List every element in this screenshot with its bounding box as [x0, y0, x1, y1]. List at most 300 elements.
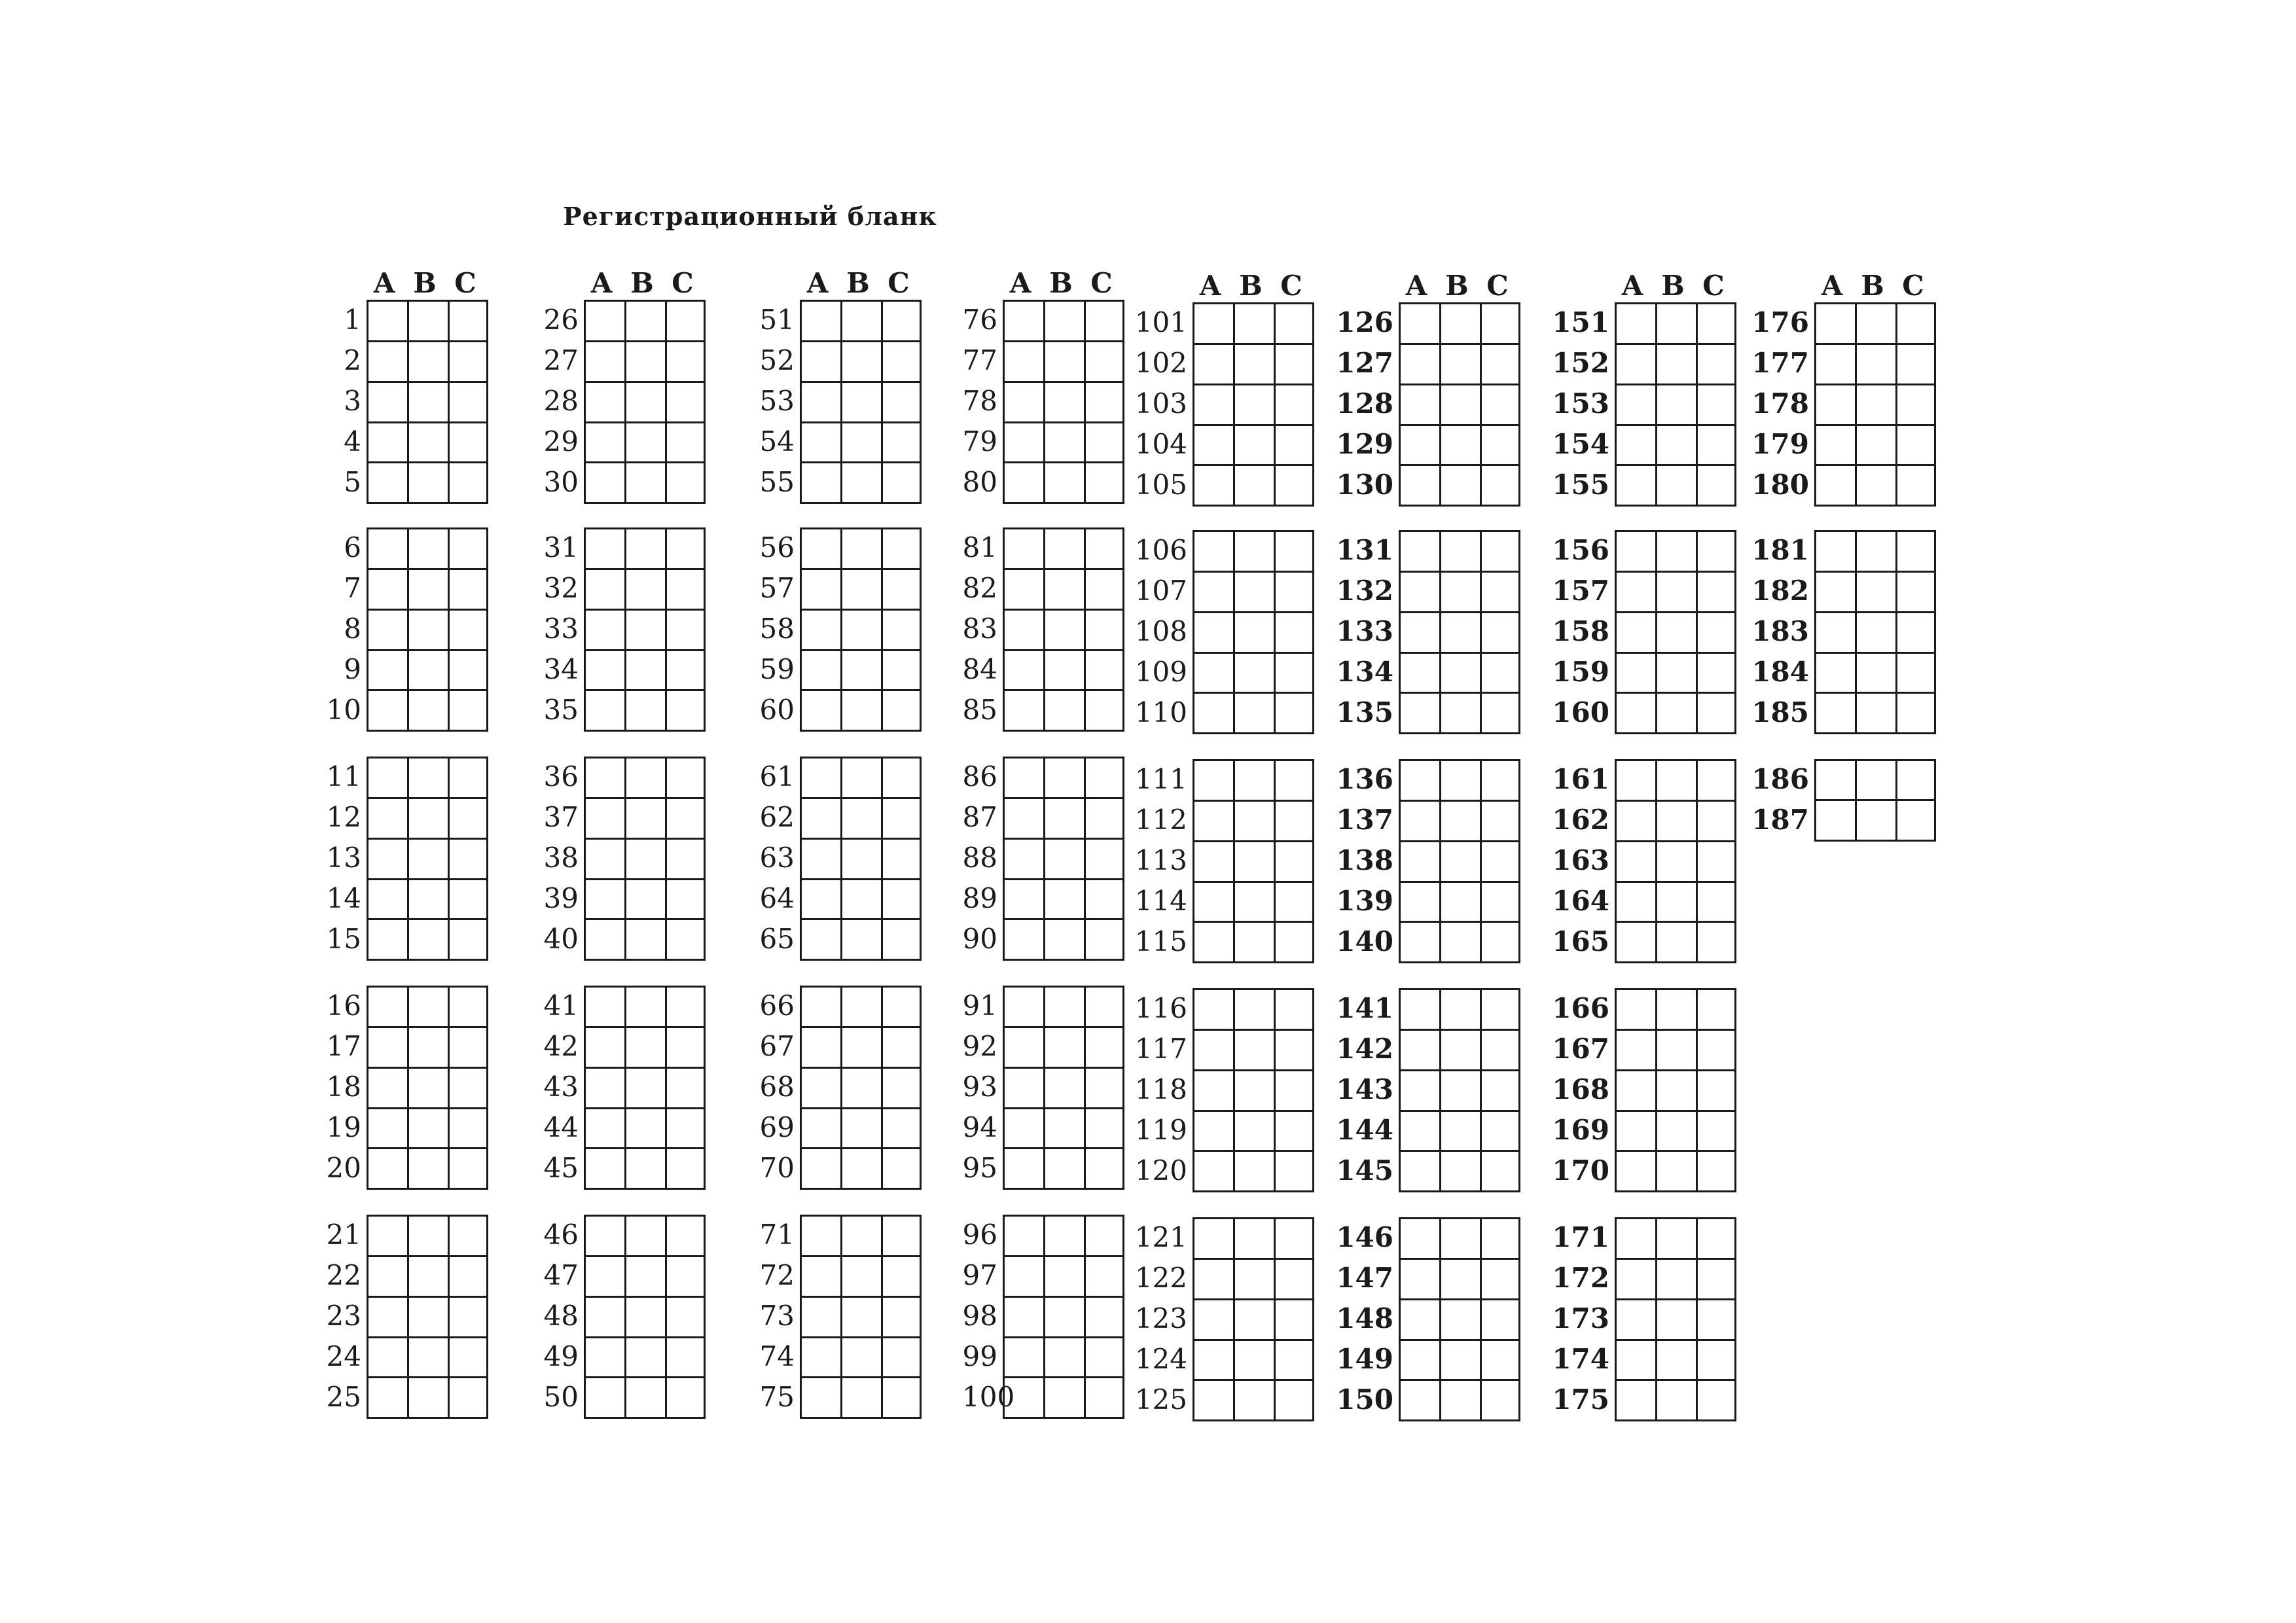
answer-cell-b[interactable]	[840, 920, 881, 959]
answer-cell-c[interactable]	[1480, 694, 1520, 732]
answer-cell-a[interactable]	[1615, 1381, 1655, 1419]
answer-cell-b[interactable]	[624, 383, 665, 421]
answer-cell-c[interactable]	[1480, 990, 1520, 1029]
answer-cell-b[interactable]	[840, 342, 881, 381]
answer-cell-a[interactable]	[800, 342, 840, 381]
answer-cell-c[interactable]	[881, 342, 922, 381]
answer-cell-a[interactable]	[800, 758, 840, 797]
answer-cell-c[interactable]	[665, 1028, 706, 1067]
answer-cell-c[interactable]	[665, 1378, 706, 1417]
answer-cell-c[interactable]	[881, 1217, 922, 1255]
answer-cell-b[interactable]	[1655, 345, 1696, 383]
answer-cell-b[interactable]	[407, 302, 448, 340]
answer-cell-c[interactable]	[1895, 694, 1936, 732]
answer-cell-a[interactable]	[1003, 1069, 1043, 1107]
answer-cell-b[interactable]	[407, 463, 448, 502]
answer-cell-a[interactable]	[1193, 1341, 1233, 1380]
answer-cell-b[interactable]	[1655, 1341, 1696, 1380]
answer-cell-a[interactable]	[584, 423, 624, 462]
answer-cell-a[interactable]	[367, 1378, 407, 1417]
answer-cell-a[interactable]	[1814, 426, 1855, 465]
answer-cell-b[interactable]	[624, 1149, 665, 1188]
answer-cell-b[interactable]	[1043, 423, 1084, 462]
answer-cell-c[interactable]	[448, 651, 488, 690]
answer-cell-b[interactable]	[1233, 761, 1274, 800]
answer-cell-c[interactable]	[1084, 988, 1124, 1026]
answer-cell-a[interactable]	[1003, 463, 1043, 502]
answer-cell-b[interactable]	[1043, 1298, 1084, 1336]
answer-cell-b[interactable]	[624, 423, 665, 462]
answer-cell-b[interactable]	[1439, 923, 1480, 961]
answer-cell-b[interactable]	[1439, 466, 1480, 505]
answer-cell-c[interactable]	[1084, 570, 1124, 609]
answer-cell-b[interactable]	[1043, 383, 1084, 421]
answer-cell-a[interactable]	[584, 1069, 624, 1107]
answer-cell-b[interactable]	[840, 799, 881, 838]
answer-cell-b[interactable]	[1439, 613, 1480, 652]
answer-cell-c[interactable]	[448, 1109, 488, 1148]
answer-cell-a[interactable]	[367, 383, 407, 421]
answer-cell-c[interactable]	[1480, 761, 1520, 800]
answer-cell-c[interactable]	[1480, 1300, 1520, 1339]
answer-cell-c[interactable]	[1480, 466, 1520, 505]
answer-cell-b[interactable]	[1043, 1257, 1084, 1296]
answer-cell-b[interactable]	[1233, 1071, 1274, 1110]
answer-cell-b[interactable]	[1439, 532, 1480, 571]
answer-cell-b[interactable]	[840, 1298, 881, 1336]
answer-cell-a[interactable]	[1193, 1219, 1233, 1258]
answer-cell-b[interactable]	[840, 1217, 881, 1255]
answer-cell-b[interactable]	[1233, 1112, 1274, 1150]
answer-cell-a[interactable]	[1814, 694, 1855, 732]
answer-cell-a[interactable]	[1615, 1112, 1655, 1150]
answer-cell-b[interactable]	[1655, 1300, 1696, 1339]
answer-cell-b[interactable]	[1439, 1381, 1480, 1419]
answer-cell-a[interactable]	[1399, 573, 1439, 611]
answer-cell-a[interactable]	[1615, 1260, 1655, 1298]
answer-cell-a[interactable]	[584, 463, 624, 502]
answer-cell-a[interactable]	[1399, 802, 1439, 840]
answer-cell-a[interactable]	[584, 691, 624, 730]
answer-cell-c[interactable]	[448, 691, 488, 730]
answer-cell-b[interactable]	[1439, 345, 1480, 383]
answer-cell-b[interactable]	[1655, 883, 1696, 921]
answer-cell-c[interactable]	[1274, 654, 1314, 692]
answer-cell-c[interactable]	[1895, 761, 1936, 800]
answer-cell-b[interactable]	[624, 1028, 665, 1067]
answer-cell-b[interactable]	[624, 570, 665, 609]
answer-cell-b[interactable]	[1439, 694, 1480, 732]
answer-cell-a[interactable]	[1003, 529, 1043, 568]
answer-cell-b[interactable]	[624, 1217, 665, 1255]
answer-cell-a[interactable]	[367, 1298, 407, 1336]
answer-cell-c[interactable]	[448, 1257, 488, 1296]
answer-cell-c[interactable]	[448, 799, 488, 838]
answer-cell-b[interactable]	[407, 383, 448, 421]
answer-cell-b[interactable]	[840, 691, 881, 730]
answer-cell-b[interactable]	[1043, 342, 1084, 381]
answer-cell-a[interactable]	[1399, 345, 1439, 383]
answer-cell-c[interactable]	[1274, 990, 1314, 1029]
answer-cell-b[interactable]	[1043, 463, 1084, 502]
answer-cell-a[interactable]	[1003, 1378, 1043, 1417]
answer-cell-b[interactable]	[624, 529, 665, 568]
answer-cell-c[interactable]	[1084, 529, 1124, 568]
answer-cell-c[interactable]	[1696, 842, 1736, 881]
answer-cell-a[interactable]	[800, 651, 840, 690]
answer-cell-b[interactable]	[1439, 842, 1480, 881]
answer-cell-c[interactable]	[881, 302, 922, 340]
answer-cell-c[interactable]	[1480, 426, 1520, 465]
answer-cell-a[interactable]	[1003, 840, 1043, 878]
answer-cell-a[interactable]	[584, 529, 624, 568]
answer-cell-c[interactable]	[1696, 1152, 1736, 1190]
answer-cell-c[interactable]	[1895, 385, 1936, 424]
answer-cell-b[interactable]	[1043, 302, 1084, 340]
answer-cell-a[interactable]	[584, 920, 624, 959]
answer-cell-c[interactable]	[1084, 1217, 1124, 1255]
answer-cell-b[interactable]	[624, 1109, 665, 1148]
answer-cell-b[interactable]	[1233, 573, 1274, 611]
answer-cell-b[interactable]	[624, 840, 665, 878]
answer-cell-a[interactable]	[800, 570, 840, 609]
answer-cell-b[interactable]	[1855, 801, 1895, 840]
answer-cell-b[interactable]	[840, 611, 881, 649]
answer-cell-a[interactable]	[1003, 1109, 1043, 1148]
answer-cell-a[interactable]	[1003, 691, 1043, 730]
answer-cell-a[interactable]	[1193, 694, 1233, 732]
answer-cell-b[interactable]	[407, 691, 448, 730]
answer-cell-c[interactable]	[881, 423, 922, 462]
answer-cell-a[interactable]	[800, 463, 840, 502]
answer-cell-c[interactable]	[1696, 1112, 1736, 1150]
answer-cell-a[interactable]	[800, 799, 840, 838]
answer-cell-c[interactable]	[1480, 654, 1520, 692]
answer-cell-b[interactable]	[840, 1378, 881, 1417]
answer-cell-c[interactable]	[1274, 1381, 1314, 1419]
answer-cell-c[interactable]	[1696, 532, 1736, 571]
answer-cell-c[interactable]	[665, 880, 706, 919]
answer-cell-c[interactable]	[665, 758, 706, 797]
answer-cell-c[interactable]	[1895, 304, 1936, 343]
answer-cell-b[interactable]	[407, 880, 448, 919]
answer-cell-b[interactable]	[1655, 761, 1696, 800]
answer-cell-c[interactable]	[881, 1338, 922, 1377]
answer-cell-c[interactable]	[448, 342, 488, 381]
answer-cell-b[interactable]	[1233, 1031, 1274, 1069]
answer-cell-b[interactable]	[1043, 1149, 1084, 1188]
answer-cell-c[interactable]	[1696, 883, 1736, 921]
answer-cell-b[interactable]	[624, 1069, 665, 1107]
answer-cell-a[interactable]	[1003, 651, 1043, 690]
answer-cell-b[interactable]	[1233, 883, 1274, 921]
answer-cell-c[interactable]	[665, 651, 706, 690]
answer-cell-a[interactable]	[1193, 1031, 1233, 1069]
answer-cell-b[interactable]	[1439, 1152, 1480, 1190]
answer-cell-c[interactable]	[448, 880, 488, 919]
answer-cell-b[interactable]	[1439, 304, 1480, 343]
answer-cell-b[interactable]	[1043, 651, 1084, 690]
answer-cell-b[interactable]	[840, 1338, 881, 1377]
answer-cell-c[interactable]	[1696, 694, 1736, 732]
answer-cell-b[interactable]	[407, 1217, 448, 1255]
answer-cell-a[interactable]	[584, 1378, 624, 1417]
answer-cell-a[interactable]	[1615, 573, 1655, 611]
answer-cell-b[interactable]	[1855, 466, 1895, 505]
answer-cell-c[interactable]	[1274, 1112, 1314, 1150]
answer-cell-c[interactable]	[1274, 1219, 1314, 1258]
answer-cell-b[interactable]	[407, 1149, 448, 1188]
answer-cell-b[interactable]	[1233, 304, 1274, 343]
answer-cell-b[interactable]	[1855, 532, 1895, 571]
answer-cell-c[interactable]	[1895, 613, 1936, 652]
answer-cell-c[interactable]	[1895, 573, 1936, 611]
answer-cell-a[interactable]	[1814, 761, 1855, 800]
answer-cell-a[interactable]	[800, 691, 840, 730]
answer-cell-a[interactable]	[800, 840, 840, 878]
answer-cell-a[interactable]	[1615, 532, 1655, 571]
answer-cell-c[interactable]	[881, 799, 922, 838]
answer-cell-c[interactable]	[1696, 1260, 1736, 1298]
answer-cell-c[interactable]	[881, 1069, 922, 1107]
answer-cell-c[interactable]	[1696, 923, 1736, 961]
answer-cell-b[interactable]	[1233, 532, 1274, 571]
answer-cell-c[interactable]	[448, 570, 488, 609]
answer-cell-c[interactable]	[1084, 758, 1124, 797]
answer-cell-a[interactable]	[584, 302, 624, 340]
answer-cell-b[interactable]	[1043, 920, 1084, 959]
answer-cell-c[interactable]	[448, 920, 488, 959]
answer-cell-c[interactable]	[1696, 385, 1736, 424]
answer-cell-a[interactable]	[1615, 1300, 1655, 1339]
answer-cell-a[interactable]	[800, 988, 840, 1026]
answer-cell-b[interactable]	[1233, 923, 1274, 961]
answer-cell-a[interactable]	[367, 799, 407, 838]
answer-cell-b[interactable]	[1855, 426, 1895, 465]
answer-cell-a[interactable]	[584, 840, 624, 878]
answer-cell-a[interactable]	[1193, 923, 1233, 961]
answer-cell-c[interactable]	[1274, 573, 1314, 611]
answer-cell-c[interactable]	[665, 1069, 706, 1107]
answer-cell-c[interactable]	[1274, 304, 1314, 343]
answer-cell-b[interactable]	[1233, 426, 1274, 465]
answer-cell-c[interactable]	[448, 1298, 488, 1336]
answer-cell-a[interactable]	[1399, 1112, 1439, 1150]
answer-cell-c[interactable]	[1084, 302, 1124, 340]
answer-cell-a[interactable]	[367, 529, 407, 568]
answer-cell-a[interactable]	[1615, 694, 1655, 732]
answer-cell-a[interactable]	[1003, 988, 1043, 1026]
answer-cell-a[interactable]	[367, 840, 407, 878]
answer-cell-a[interactable]	[584, 799, 624, 838]
answer-cell-a[interactable]	[1193, 990, 1233, 1029]
answer-cell-c[interactable]	[665, 1338, 706, 1377]
answer-cell-b[interactable]	[1043, 880, 1084, 919]
answer-cell-c[interactable]	[665, 570, 706, 609]
answer-cell-c[interactable]	[1480, 1260, 1520, 1298]
answer-cell-c[interactable]	[881, 611, 922, 649]
answer-cell-b[interactable]	[407, 1298, 448, 1336]
answer-cell-a[interactable]	[584, 1257, 624, 1296]
answer-cell-c[interactable]	[1696, 573, 1736, 611]
answer-cell-b[interactable]	[407, 758, 448, 797]
answer-cell-a[interactable]	[1003, 880, 1043, 919]
answer-cell-c[interactable]	[665, 302, 706, 340]
answer-cell-c[interactable]	[881, 1149, 922, 1188]
answer-cell-a[interactable]	[1399, 613, 1439, 652]
answer-cell-c[interactable]	[1696, 466, 1736, 505]
answer-cell-c[interactable]	[1696, 304, 1736, 343]
answer-cell-b[interactable]	[1655, 532, 1696, 571]
answer-cell-b[interactable]	[624, 758, 665, 797]
answer-cell-a[interactable]	[367, 342, 407, 381]
answer-cell-c[interactable]	[1274, 426, 1314, 465]
answer-cell-b[interactable]	[1855, 385, 1895, 424]
answer-cell-a[interactable]	[1399, 883, 1439, 921]
answer-cell-b[interactable]	[624, 880, 665, 919]
answer-cell-a[interactable]	[1615, 923, 1655, 961]
answer-cell-c[interactable]	[881, 383, 922, 421]
answer-cell-c[interactable]	[1696, 1381, 1736, 1419]
answer-cell-c[interactable]	[881, 570, 922, 609]
answer-cell-b[interactable]	[1233, 1300, 1274, 1339]
answer-cell-a[interactable]	[1399, 1071, 1439, 1110]
answer-cell-a[interactable]	[584, 758, 624, 797]
answer-cell-c[interactable]	[1274, 1260, 1314, 1298]
answer-cell-c[interactable]	[1274, 385, 1314, 424]
answer-cell-b[interactable]	[407, 799, 448, 838]
answer-cell-a[interactable]	[1193, 802, 1233, 840]
answer-cell-a[interactable]	[1399, 385, 1439, 424]
answer-cell-a[interactable]	[1193, 385, 1233, 424]
answer-cell-b[interactable]	[407, 651, 448, 690]
answer-cell-c[interactable]	[1274, 923, 1314, 961]
answer-cell-b[interactable]	[1043, 611, 1084, 649]
answer-cell-b[interactable]	[1655, 842, 1696, 881]
answer-cell-b[interactable]	[1655, 1260, 1696, 1298]
answer-cell-c[interactable]	[881, 1109, 922, 1148]
answer-cell-b[interactable]	[1233, 990, 1274, 1029]
answer-cell-c[interactable]	[665, 691, 706, 730]
answer-cell-b[interactable]	[840, 529, 881, 568]
answer-cell-a[interactable]	[367, 570, 407, 609]
answer-cell-a[interactable]	[1615, 345, 1655, 383]
answer-cell-c[interactable]	[881, 840, 922, 878]
answer-cell-a[interactable]	[1399, 990, 1439, 1029]
answer-cell-b[interactable]	[1233, 802, 1274, 840]
answer-cell-a[interactable]	[800, 1338, 840, 1377]
answer-cell-c[interactable]	[881, 920, 922, 959]
answer-cell-b[interactable]	[624, 463, 665, 502]
answer-cell-b[interactable]	[1655, 1031, 1696, 1069]
answer-cell-c[interactable]	[1480, 1219, 1520, 1258]
answer-cell-a[interactable]	[1399, 1300, 1439, 1339]
answer-cell-b[interactable]	[1439, 654, 1480, 692]
answer-cell-c[interactable]	[1895, 654, 1936, 692]
answer-cell-b[interactable]	[1855, 345, 1895, 383]
answer-cell-a[interactable]	[367, 758, 407, 797]
answer-cell-c[interactable]	[881, 691, 922, 730]
answer-cell-c[interactable]	[665, 1149, 706, 1188]
answer-cell-a[interactable]	[1003, 758, 1043, 797]
answer-cell-a[interactable]	[1003, 342, 1043, 381]
answer-cell-c[interactable]	[665, 423, 706, 462]
answer-cell-b[interactable]	[624, 651, 665, 690]
answer-cell-b[interactable]	[840, 302, 881, 340]
answer-cell-a[interactable]	[1193, 613, 1233, 652]
answer-cell-c[interactable]	[1084, 1378, 1124, 1417]
answer-cell-c[interactable]	[1274, 345, 1314, 383]
answer-cell-b[interactable]	[840, 423, 881, 462]
answer-cell-a[interactable]	[1003, 1257, 1043, 1296]
answer-cell-c[interactable]	[665, 1217, 706, 1255]
answer-cell-a[interactable]	[1193, 1260, 1233, 1298]
answer-cell-c[interactable]	[1084, 920, 1124, 959]
answer-cell-c[interactable]	[1084, 1069, 1124, 1107]
answer-cell-a[interactable]	[1399, 654, 1439, 692]
answer-cell-c[interactable]	[1480, 1341, 1520, 1380]
answer-cell-b[interactable]	[1439, 990, 1480, 1029]
answer-cell-c[interactable]	[1480, 613, 1520, 652]
answer-cell-a[interactable]	[367, 1149, 407, 1188]
answer-cell-b[interactable]	[1043, 799, 1084, 838]
answer-cell-c[interactable]	[1084, 880, 1124, 919]
answer-cell-a[interactable]	[1615, 1341, 1655, 1380]
answer-cell-b[interactable]	[407, 1378, 448, 1417]
answer-cell-a[interactable]	[1193, 304, 1233, 343]
answer-cell-a[interactable]	[584, 1298, 624, 1336]
answer-cell-b[interactable]	[1655, 802, 1696, 840]
answer-cell-a[interactable]	[800, 1149, 840, 1188]
answer-cell-a[interactable]	[367, 1217, 407, 1255]
answer-cell-a[interactable]	[1193, 1152, 1233, 1190]
answer-cell-a[interactable]	[1615, 802, 1655, 840]
answer-cell-c[interactable]	[881, 529, 922, 568]
answer-cell-b[interactable]	[1043, 570, 1084, 609]
answer-cell-a[interactable]	[367, 920, 407, 959]
answer-cell-b[interactable]	[840, 1149, 881, 1188]
answer-cell-b[interactable]	[840, 840, 881, 878]
answer-cell-c[interactable]	[1480, 923, 1520, 961]
answer-cell-b[interactable]	[1043, 1028, 1084, 1067]
answer-cell-b[interactable]	[1655, 426, 1696, 465]
answer-cell-b[interactable]	[407, 1257, 448, 1296]
answer-cell-c[interactable]	[448, 423, 488, 462]
answer-cell-c[interactable]	[1084, 1149, 1124, 1188]
answer-cell-c[interactable]	[665, 840, 706, 878]
answer-cell-b[interactable]	[624, 1298, 665, 1336]
answer-cell-a[interactable]	[1814, 573, 1855, 611]
answer-cell-c[interactable]	[1480, 1031, 1520, 1069]
answer-cell-c[interactable]	[1480, 532, 1520, 571]
answer-cell-b[interactable]	[407, 529, 448, 568]
answer-cell-a[interactable]	[800, 880, 840, 919]
answer-cell-b[interactable]	[1439, 802, 1480, 840]
answer-cell-c[interactable]	[1084, 1028, 1124, 1067]
answer-cell-c[interactable]	[1274, 883, 1314, 921]
answer-cell-b[interactable]	[1855, 694, 1895, 732]
answer-cell-a[interactable]	[1399, 532, 1439, 571]
answer-cell-b[interactable]	[1233, 1219, 1274, 1258]
answer-cell-a[interactable]	[1399, 923, 1439, 961]
answer-cell-c[interactable]	[881, 1378, 922, 1417]
answer-cell-b[interactable]	[1655, 654, 1696, 692]
answer-cell-a[interactable]	[1615, 1071, 1655, 1110]
answer-cell-a[interactable]	[800, 1109, 840, 1148]
answer-cell-a[interactable]	[1193, 654, 1233, 692]
answer-cell-a[interactable]	[584, 611, 624, 649]
answer-cell-a[interactable]	[584, 988, 624, 1026]
